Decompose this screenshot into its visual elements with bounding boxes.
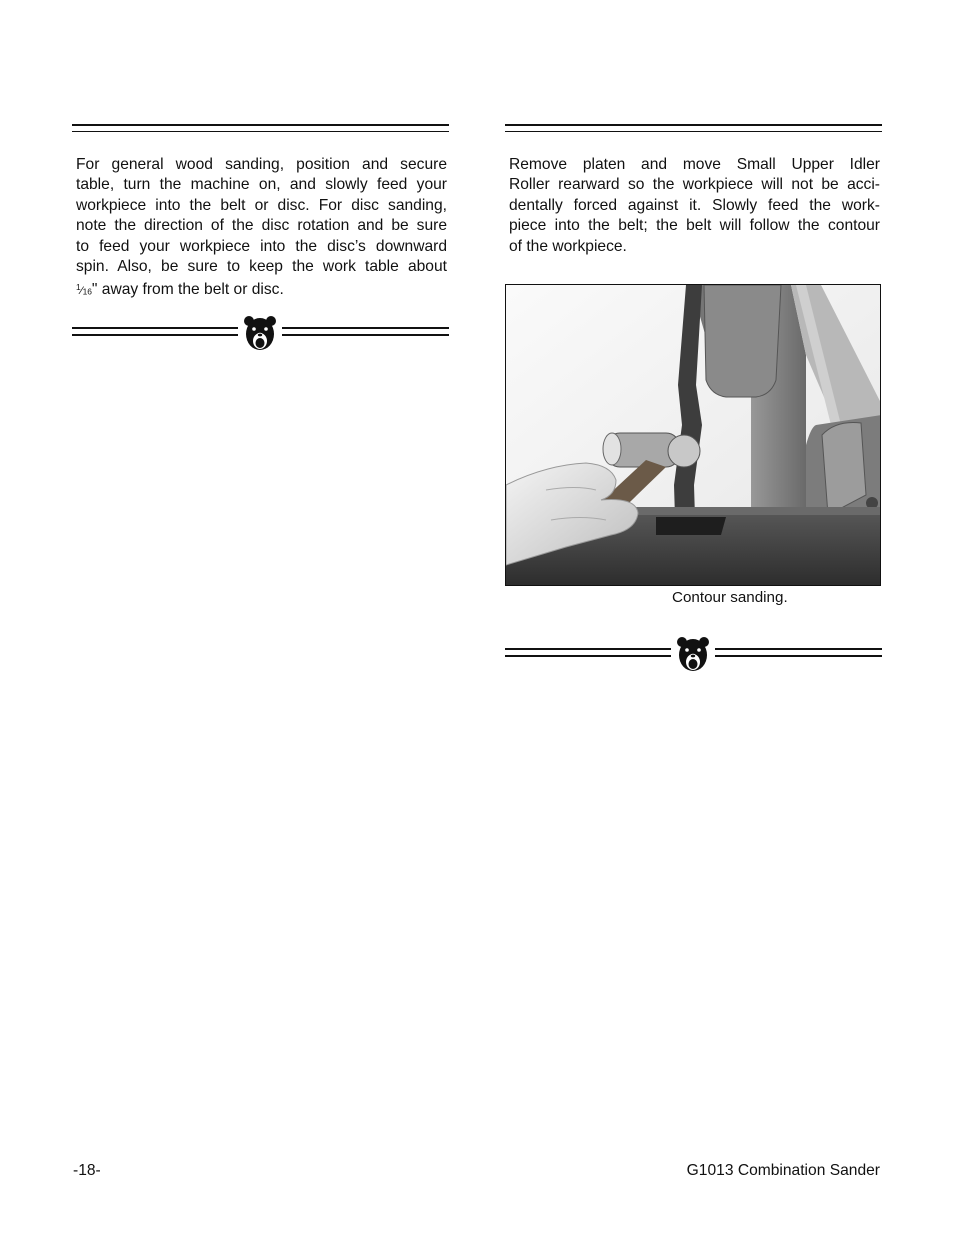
left-para-line: to feed your workpiece into the disc’s downward (76, 237, 447, 255)
right-para-line: Remove platen and move Small Upper Idler (509, 156, 880, 173)
left-para-line: For general wood sanding, position and secure (76, 156, 447, 173)
left-para-last-line: $^1⁄_{16}$" away from the belt or disc. (76, 281, 284, 299)
right-para-line: of the workpiece. (509, 237, 627, 255)
right-paragraph (509, 155, 880, 257)
left-para-line: workpiece into the belt or disc. For disc sanding, (76, 196, 447, 214)
bear-head-icon (242, 313, 278, 353)
right-para-line: Roller rearward so the workpiece will not be acci- (509, 176, 880, 194)
photo-illustration (506, 285, 881, 586)
bear-head-icon (675, 634, 711, 674)
right-para-line: dentally forced against it. Slowly feed the work- (509, 196, 880, 214)
left-bear-divider (72, 313, 449, 353)
figure-caption: Contour sanding. (672, 589, 788, 606)
right-para-line: piece into the belt; the belt will follow the contour (509, 217, 880, 235)
left-paragraph (76, 155, 447, 302)
right-heading-rule (505, 124, 882, 134)
fraction: $^1⁄_{16}$ (76, 282, 92, 298)
left-heading-rule (72, 124, 449, 134)
contour-sanding-photo (505, 284, 881, 586)
left-para-line: spin. Also, be sure to keep the work table about (76, 258, 447, 276)
left-para-line: table, turn the machine on, and slowly feed your (76, 176, 447, 194)
manual-title: G1013 Combination Sander (686, 1162, 880, 1179)
left-para-line: note the direction of the disc rotation and be sure (76, 217, 447, 235)
right-bear-divider (505, 634, 882, 674)
page-number: -18- (73, 1162, 101, 1179)
